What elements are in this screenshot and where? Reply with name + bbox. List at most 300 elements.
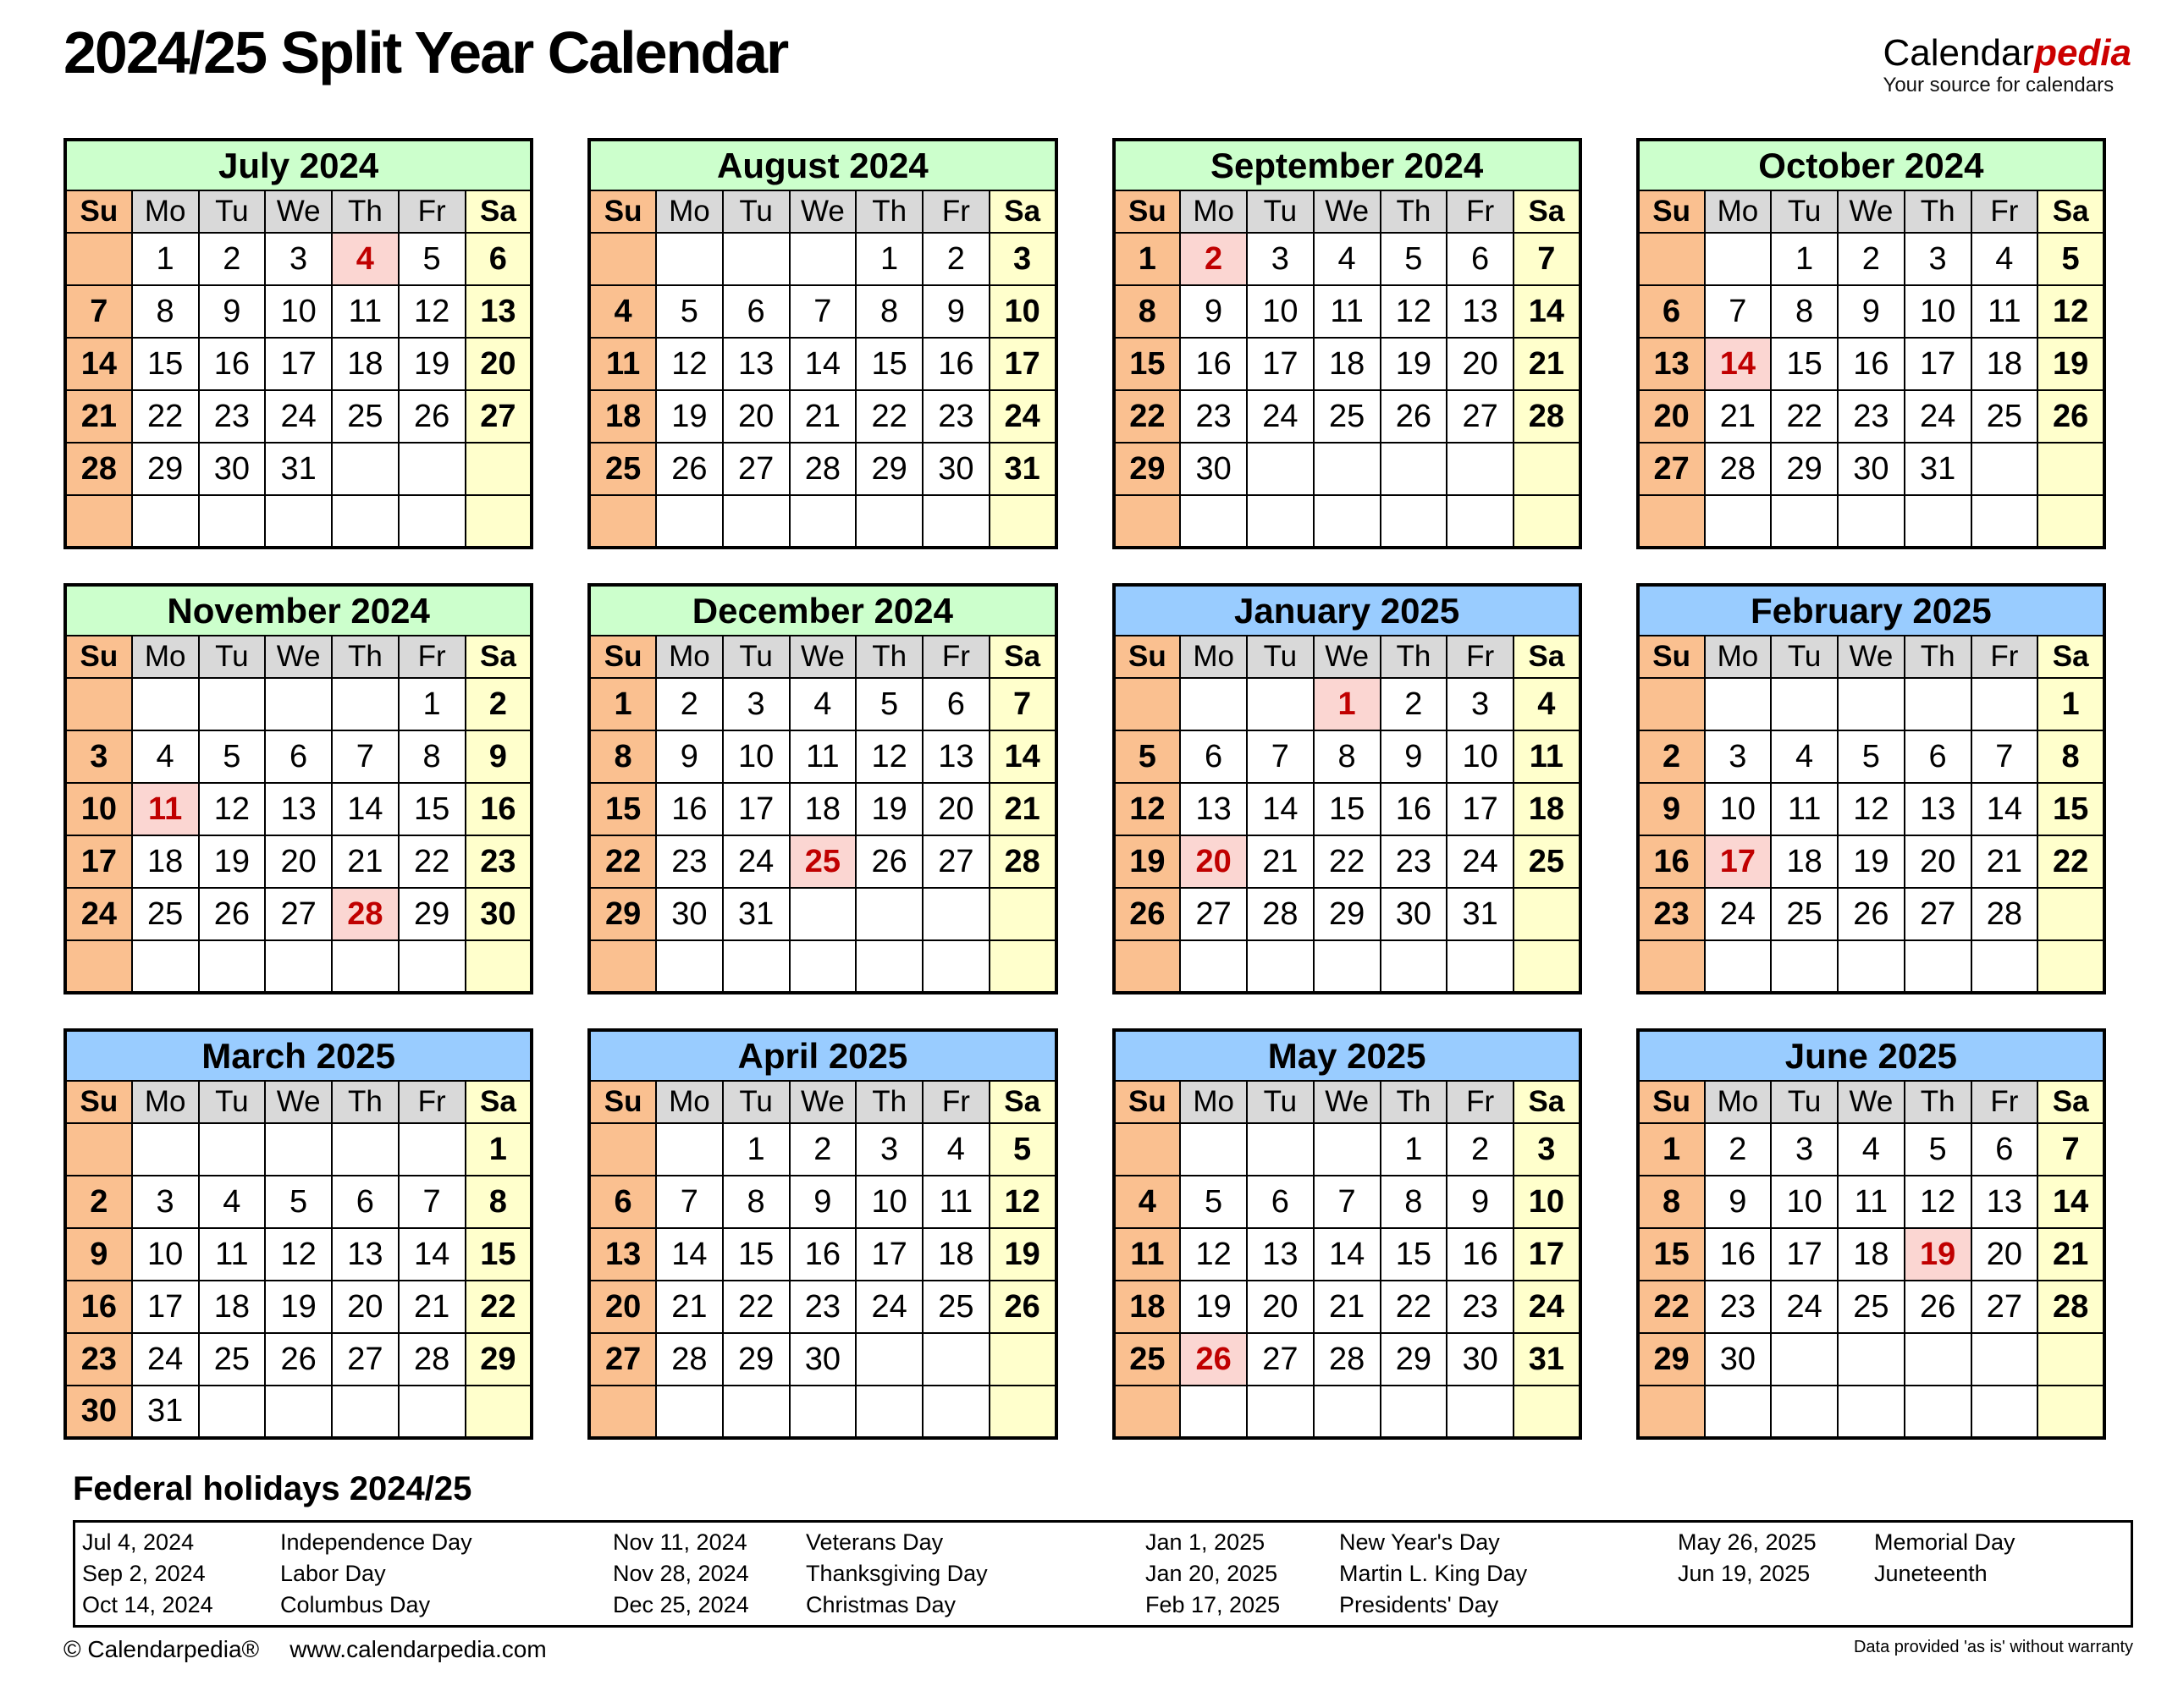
empty-cell bbox=[199, 1123, 266, 1176]
date-cell: 28 bbox=[656, 1333, 723, 1386]
date-cell: 16 bbox=[199, 338, 266, 390]
date-cell: 24 bbox=[856, 1281, 923, 1333]
empty-cell bbox=[466, 1386, 532, 1438]
date-cell: 6 bbox=[723, 285, 790, 338]
holiday-date: Nov 28, 2024 bbox=[613, 1561, 749, 1587]
date-cell: 14 bbox=[1247, 783, 1314, 835]
empty-cell bbox=[399, 1123, 466, 1176]
date-cell: 19 bbox=[856, 783, 923, 835]
empty-cell bbox=[2037, 940, 2104, 993]
date-cell: 11 bbox=[790, 730, 857, 783]
date-cell: 14 bbox=[1971, 783, 2038, 835]
empty-cell bbox=[1180, 940, 1247, 993]
date-cell: 2 bbox=[1838, 233, 1905, 285]
empty-cell bbox=[856, 940, 923, 993]
website-link[interactable]: www.calendarpedia.com bbox=[289, 1636, 547, 1663]
date-cell: 22 bbox=[856, 390, 923, 443]
holiday-row bbox=[75, 1590, 2131, 1621]
date-cell: 12 bbox=[265, 1228, 332, 1281]
empty-cell bbox=[723, 233, 790, 285]
date-cell: 25 bbox=[1771, 888, 1838, 940]
date-cell: 5 bbox=[656, 285, 723, 338]
disclaimer-text: Data provided 'as is' without warranty bbox=[1853, 1638, 2133, 1657]
holiday-row bbox=[75, 1558, 2131, 1590]
empty-cell bbox=[856, 1333, 923, 1386]
weekday-header: Su bbox=[589, 190, 656, 233]
date-cell: 14 bbox=[399, 1228, 466, 1281]
date-cell: 29 bbox=[856, 443, 923, 495]
date-cell: 5 bbox=[399, 233, 466, 285]
date-cell: 25 bbox=[132, 888, 199, 940]
date-cell: 11 bbox=[1838, 1176, 1905, 1228]
weekday-header: Th bbox=[1381, 190, 1447, 233]
empty-cell bbox=[1705, 1386, 1772, 1438]
weekday-header: Th bbox=[1381, 636, 1447, 678]
weekday-header: Sa bbox=[990, 1081, 1056, 1123]
date-cell: 26 bbox=[399, 390, 466, 443]
date-cell: 30 bbox=[656, 888, 723, 940]
date-cell: 1 bbox=[399, 678, 466, 730]
month-august-2024 bbox=[587, 138, 1057, 549]
date-cell: 12 bbox=[1114, 783, 1181, 835]
date-cell: 28 bbox=[1514, 390, 1580, 443]
weekday-header: Mo bbox=[1705, 1081, 1772, 1123]
weekday-header: Sa bbox=[2037, 1081, 2104, 1123]
date-cell: 1 bbox=[1771, 233, 1838, 285]
weekday-header: We bbox=[790, 190, 857, 233]
weekday-header: Su bbox=[1638, 636, 1705, 678]
weekday-header: Th bbox=[332, 636, 399, 678]
weekday-header: Tu bbox=[1771, 1081, 1838, 1123]
date-cell: 28 bbox=[1971, 888, 2038, 940]
date-cell: 3 bbox=[65, 730, 132, 783]
weekday-header: Tu bbox=[1247, 636, 1314, 678]
empty-cell bbox=[1514, 940, 1580, 993]
date-cell: 20 bbox=[466, 338, 532, 390]
date-cell: 7 bbox=[656, 1176, 723, 1228]
empty-cell bbox=[1314, 1123, 1381, 1176]
weekday-header: Su bbox=[589, 636, 656, 678]
empty-cell bbox=[1114, 1123, 1181, 1176]
date-cell: 22 bbox=[723, 1281, 790, 1333]
date-cell: 28 bbox=[65, 443, 132, 495]
date-cell: 28 bbox=[1705, 443, 1772, 495]
date-cell: 30 bbox=[1705, 1333, 1772, 1386]
date-cell: 4 bbox=[132, 730, 199, 783]
date-cell: 30 bbox=[199, 443, 266, 495]
date-cell: 26 bbox=[1180, 1333, 1247, 1386]
empty-cell bbox=[1514, 443, 1580, 495]
date-cell: 8 bbox=[132, 285, 199, 338]
empty-cell bbox=[1971, 678, 2038, 730]
date-cell: 27 bbox=[332, 1333, 399, 1386]
holiday-name: Labor Day bbox=[280, 1561, 386, 1587]
date-cell: 13 bbox=[1447, 285, 1514, 338]
date-cell: 28 bbox=[2037, 1281, 2104, 1333]
date-cell: 14 bbox=[332, 783, 399, 835]
weekday-header: Th bbox=[856, 190, 923, 233]
empty-cell bbox=[923, 1333, 990, 1386]
date-cell: 13 bbox=[589, 1228, 656, 1281]
date-cell: 31 bbox=[990, 443, 1056, 495]
date-cell: 13 bbox=[1180, 783, 1247, 835]
date-cell: 17 bbox=[1514, 1228, 1580, 1281]
weekday-header: Mo bbox=[1180, 190, 1247, 233]
date-cell: 5 bbox=[1381, 233, 1447, 285]
empty-cell bbox=[856, 1386, 923, 1438]
month-title: July 2024 bbox=[65, 140, 532, 190]
date-cell: 27 bbox=[923, 835, 990, 888]
empty-cell bbox=[132, 495, 199, 548]
date-cell: 19 bbox=[990, 1228, 1056, 1281]
weekday-header: Fr bbox=[399, 1081, 466, 1123]
date-cell: 16 bbox=[923, 338, 990, 390]
date-cell: 23 bbox=[1638, 888, 1705, 940]
date-cell: 9 bbox=[199, 285, 266, 338]
date-cell: 9 bbox=[1381, 730, 1447, 783]
holiday-date: Dec 25, 2024 bbox=[613, 1592, 749, 1618]
empty-cell bbox=[1314, 443, 1381, 495]
date-cell: 28 bbox=[790, 443, 857, 495]
holiday-name: Juneteenth bbox=[1874, 1561, 1988, 1587]
logo-tagline: Your source for calendars bbox=[1883, 74, 2115, 97]
date-cell: 25 bbox=[1838, 1281, 1905, 1333]
date-cell: 10 bbox=[132, 1228, 199, 1281]
date-cell: 4 bbox=[1114, 1176, 1181, 1228]
date-cell: 22 bbox=[1381, 1281, 1447, 1333]
holiday-row bbox=[75, 1527, 2131, 1558]
date-cell: 13 bbox=[1638, 338, 1705, 390]
date-cell: 1 bbox=[589, 678, 656, 730]
date-cell: 5 bbox=[1905, 1123, 1971, 1176]
date-cell: 5 bbox=[990, 1123, 1056, 1176]
empty-cell bbox=[1514, 888, 1580, 940]
empty-cell bbox=[1838, 940, 1905, 993]
date-cell: 28 bbox=[332, 888, 399, 940]
weekday-header: Mo bbox=[1180, 1081, 1247, 1123]
empty-cell bbox=[1838, 678, 1905, 730]
date-cell: 11 bbox=[1114, 1228, 1181, 1281]
holiday-date: May 26, 2025 bbox=[1678, 1529, 1817, 1556]
date-cell: 20 bbox=[1180, 835, 1247, 888]
date-cell: 5 bbox=[1180, 1176, 1247, 1228]
month-july-2024 bbox=[63, 138, 533, 549]
date-cell: 26 bbox=[1905, 1281, 1971, 1333]
month-march-2025 bbox=[63, 1028, 533, 1440]
weekday-header: Th bbox=[1381, 1081, 1447, 1123]
month-title: April 2025 bbox=[589, 1030, 1056, 1081]
date-cell: 22 bbox=[1638, 1281, 1705, 1333]
weekday-header: We bbox=[1314, 1081, 1381, 1123]
date-cell: 30 bbox=[466, 888, 532, 940]
date-cell: 18 bbox=[1771, 835, 1838, 888]
weekday-header: Fr bbox=[1971, 1081, 2038, 1123]
date-cell: 17 bbox=[723, 783, 790, 835]
date-cell: 1 bbox=[2037, 678, 2104, 730]
date-cell: 18 bbox=[589, 390, 656, 443]
date-cell: 16 bbox=[1638, 835, 1705, 888]
date-cell: 2 bbox=[1180, 233, 1247, 285]
date-cell: 28 bbox=[990, 835, 1056, 888]
federal-holidays-heading: Federal holidays 2024/25 bbox=[73, 1470, 472, 1508]
date-cell: 16 bbox=[790, 1228, 857, 1281]
date-cell: 8 bbox=[466, 1176, 532, 1228]
empty-cell bbox=[656, 940, 723, 993]
empty-cell bbox=[1771, 495, 1838, 548]
date-cell: 13 bbox=[332, 1228, 399, 1281]
date-cell: 1 bbox=[1314, 678, 1381, 730]
date-cell: 6 bbox=[923, 678, 990, 730]
empty-cell bbox=[65, 1123, 132, 1176]
date-cell: 24 bbox=[1905, 390, 1971, 443]
weekday-header: Tu bbox=[1771, 190, 1838, 233]
date-cell: 5 bbox=[1114, 730, 1181, 783]
empty-cell bbox=[1247, 678, 1314, 730]
date-cell: 13 bbox=[923, 730, 990, 783]
date-cell: 11 bbox=[1314, 285, 1381, 338]
holiday-date: Jul 4, 2024 bbox=[82, 1529, 195, 1556]
date-cell: 23 bbox=[1381, 835, 1447, 888]
empty-cell bbox=[399, 940, 466, 993]
date-cell: 8 bbox=[856, 285, 923, 338]
date-cell: 14 bbox=[990, 730, 1056, 783]
date-cell: 23 bbox=[790, 1281, 857, 1333]
holiday-date: Jan 1, 2025 bbox=[1145, 1529, 1265, 1556]
empty-cell bbox=[2037, 495, 2104, 548]
empty-cell bbox=[1771, 1386, 1838, 1438]
date-cell: 31 bbox=[1514, 1333, 1580, 1386]
date-cell: 2 bbox=[1447, 1123, 1514, 1176]
date-cell: 27 bbox=[1638, 443, 1705, 495]
date-cell: 4 bbox=[589, 285, 656, 338]
empty-cell bbox=[656, 1386, 723, 1438]
date-cell: 29 bbox=[589, 888, 656, 940]
holiday-name: Martin L. King Day bbox=[1339, 1561, 1528, 1587]
weekday-header: Sa bbox=[1514, 636, 1580, 678]
empty-cell bbox=[1247, 1123, 1314, 1176]
empty-cell bbox=[199, 1386, 266, 1438]
weekday-header: Tu bbox=[1247, 190, 1314, 233]
empty-cell bbox=[466, 940, 532, 993]
empty-cell bbox=[656, 495, 723, 548]
date-cell: 24 bbox=[1705, 888, 1772, 940]
date-cell: 6 bbox=[1638, 285, 1705, 338]
date-cell: 27 bbox=[265, 888, 332, 940]
date-cell: 9 bbox=[1180, 285, 1247, 338]
empty-cell bbox=[2037, 443, 2104, 495]
date-cell: 13 bbox=[1905, 783, 1971, 835]
date-cell: 4 bbox=[1971, 233, 2038, 285]
date-cell: 2 bbox=[790, 1123, 857, 1176]
weekday-header: Tu bbox=[723, 190, 790, 233]
date-cell: 11 bbox=[132, 783, 199, 835]
empty-cell bbox=[2037, 1333, 2104, 1386]
date-cell: 2 bbox=[65, 1176, 132, 1228]
date-cell: 29 bbox=[1381, 1333, 1447, 1386]
date-cell: 15 bbox=[723, 1228, 790, 1281]
date-cell: 20 bbox=[1638, 390, 1705, 443]
empty-cell bbox=[332, 678, 399, 730]
date-cell: 22 bbox=[1114, 390, 1181, 443]
date-cell: 4 bbox=[332, 233, 399, 285]
date-cell: 18 bbox=[923, 1228, 990, 1281]
date-cell: 3 bbox=[856, 1123, 923, 1176]
date-cell: 5 bbox=[856, 678, 923, 730]
date-cell: 17 bbox=[856, 1228, 923, 1281]
weekday-header: Mo bbox=[132, 1081, 199, 1123]
date-cell: 13 bbox=[1247, 1228, 1314, 1281]
empty-cell bbox=[589, 940, 656, 993]
date-cell: 21 bbox=[1971, 835, 2038, 888]
date-cell: 20 bbox=[332, 1281, 399, 1333]
date-cell: 19 bbox=[1114, 835, 1181, 888]
date-cell: 6 bbox=[265, 730, 332, 783]
date-cell: 16 bbox=[1180, 338, 1247, 390]
date-cell: 2 bbox=[923, 233, 990, 285]
weekday-header: Fr bbox=[923, 190, 990, 233]
empty-cell bbox=[1447, 443, 1514, 495]
date-cell: 5 bbox=[199, 730, 266, 783]
date-cell: 20 bbox=[1905, 835, 1971, 888]
page-footer bbox=[63, 1636, 2133, 1663]
date-cell: 18 bbox=[1514, 783, 1580, 835]
date-cell: 5 bbox=[265, 1176, 332, 1228]
empty-cell bbox=[1381, 495, 1447, 548]
date-cell: 7 bbox=[1705, 285, 1772, 338]
date-cell: 10 bbox=[265, 285, 332, 338]
date-cell: 17 bbox=[1247, 338, 1314, 390]
date-cell: 5 bbox=[1838, 730, 1905, 783]
date-cell: 1 bbox=[466, 1123, 532, 1176]
empty-cell bbox=[1638, 678, 1705, 730]
empty-cell bbox=[1447, 1386, 1514, 1438]
holiday-date: Oct 14, 2024 bbox=[82, 1592, 213, 1618]
empty-cell bbox=[332, 1386, 399, 1438]
date-cell: 17 bbox=[65, 835, 132, 888]
empty-cell bbox=[723, 495, 790, 548]
date-cell: 24 bbox=[65, 888, 132, 940]
date-cell: 1 bbox=[1381, 1123, 1447, 1176]
date-cell: 27 bbox=[723, 443, 790, 495]
date-cell: 6 bbox=[1180, 730, 1247, 783]
holiday-name: New Year's Day bbox=[1339, 1529, 1500, 1556]
date-cell: 27 bbox=[1247, 1333, 1314, 1386]
weekday-header: Tu bbox=[723, 636, 790, 678]
date-cell: 26 bbox=[656, 443, 723, 495]
date-cell: 27 bbox=[589, 1333, 656, 1386]
date-cell: 9 bbox=[790, 1176, 857, 1228]
weekday-header: Mo bbox=[1705, 636, 1772, 678]
empty-cell bbox=[1905, 940, 1971, 993]
date-cell: 9 bbox=[1447, 1176, 1514, 1228]
date-cell: 15 bbox=[2037, 783, 2104, 835]
date-cell: 6 bbox=[1905, 730, 1971, 783]
empty-cell bbox=[1638, 940, 1705, 993]
date-cell: 31 bbox=[1447, 888, 1514, 940]
copyright-text: © Calendarpedia® bbox=[63, 1636, 260, 1663]
logo-text-pedia: pedia bbox=[2034, 32, 2131, 74]
date-cell: 20 bbox=[923, 783, 990, 835]
weekday-header: Sa bbox=[466, 636, 532, 678]
date-cell: 21 bbox=[656, 1281, 723, 1333]
date-cell: 10 bbox=[990, 285, 1056, 338]
date-cell: 2 bbox=[466, 678, 532, 730]
empty-cell bbox=[199, 495, 266, 548]
date-cell: 11 bbox=[589, 338, 656, 390]
empty-cell bbox=[199, 678, 266, 730]
empty-cell bbox=[1381, 940, 1447, 993]
date-cell: 24 bbox=[1247, 390, 1314, 443]
month-april-2025 bbox=[587, 1028, 1057, 1440]
date-cell: 12 bbox=[856, 730, 923, 783]
weekday-header: We bbox=[265, 1081, 332, 1123]
date-cell: 10 bbox=[1247, 285, 1314, 338]
empty-cell bbox=[1114, 1386, 1181, 1438]
date-cell: 6 bbox=[1247, 1176, 1314, 1228]
empty-cell bbox=[1314, 495, 1381, 548]
empty-cell bbox=[856, 888, 923, 940]
date-cell: 19 bbox=[265, 1281, 332, 1333]
empty-cell bbox=[399, 443, 466, 495]
date-cell: 22 bbox=[132, 390, 199, 443]
weekday-header: Th bbox=[856, 1081, 923, 1123]
date-cell: 29 bbox=[132, 443, 199, 495]
month-title: October 2024 bbox=[1638, 140, 2104, 190]
empty-cell bbox=[265, 1386, 332, 1438]
empty-cell bbox=[466, 443, 532, 495]
empty-cell bbox=[1247, 940, 1314, 993]
empty-cell bbox=[990, 940, 1056, 993]
date-cell: 19 bbox=[656, 390, 723, 443]
empty-cell bbox=[723, 940, 790, 993]
date-cell: 19 bbox=[1381, 338, 1447, 390]
weekday-header: Fr bbox=[399, 190, 466, 233]
date-cell: 17 bbox=[1447, 783, 1514, 835]
date-cell: 3 bbox=[265, 233, 332, 285]
date-cell: 14 bbox=[1514, 285, 1580, 338]
date-cell: 16 bbox=[1381, 783, 1447, 835]
weekday-header: Th bbox=[1905, 1081, 1971, 1123]
date-cell: 24 bbox=[132, 1333, 199, 1386]
weekday-header: Su bbox=[1638, 190, 1705, 233]
date-cell: 11 bbox=[199, 1228, 266, 1281]
date-cell: 3 bbox=[132, 1176, 199, 1228]
date-cell: 18 bbox=[790, 783, 857, 835]
date-cell: 12 bbox=[1838, 783, 1905, 835]
date-cell: 16 bbox=[1705, 1228, 1772, 1281]
empty-cell bbox=[1905, 1386, 1971, 1438]
weekday-header: Sa bbox=[2037, 636, 2104, 678]
date-cell: 10 bbox=[856, 1176, 923, 1228]
page-title: 2024/25 Split Year Calendar bbox=[63, 19, 788, 85]
date-cell: 14 bbox=[1705, 338, 1772, 390]
weekday-header: Tu bbox=[199, 1081, 266, 1123]
weekday-header: Su bbox=[1114, 636, 1181, 678]
date-cell: 26 bbox=[265, 1333, 332, 1386]
date-cell: 24 bbox=[265, 390, 332, 443]
date-cell: 13 bbox=[265, 783, 332, 835]
date-cell: 22 bbox=[1314, 835, 1381, 888]
date-cell: 8 bbox=[1771, 285, 1838, 338]
date-cell: 28 bbox=[399, 1333, 466, 1386]
date-cell: 30 bbox=[1447, 1333, 1514, 1386]
empty-cell bbox=[1314, 940, 1381, 993]
weekday-header: Sa bbox=[1514, 190, 1580, 233]
weekday-header: Sa bbox=[990, 190, 1056, 233]
weekday-header: Fr bbox=[1447, 636, 1514, 678]
weekday-header: Fr bbox=[923, 1081, 990, 1123]
date-cell: 2 bbox=[1381, 678, 1447, 730]
